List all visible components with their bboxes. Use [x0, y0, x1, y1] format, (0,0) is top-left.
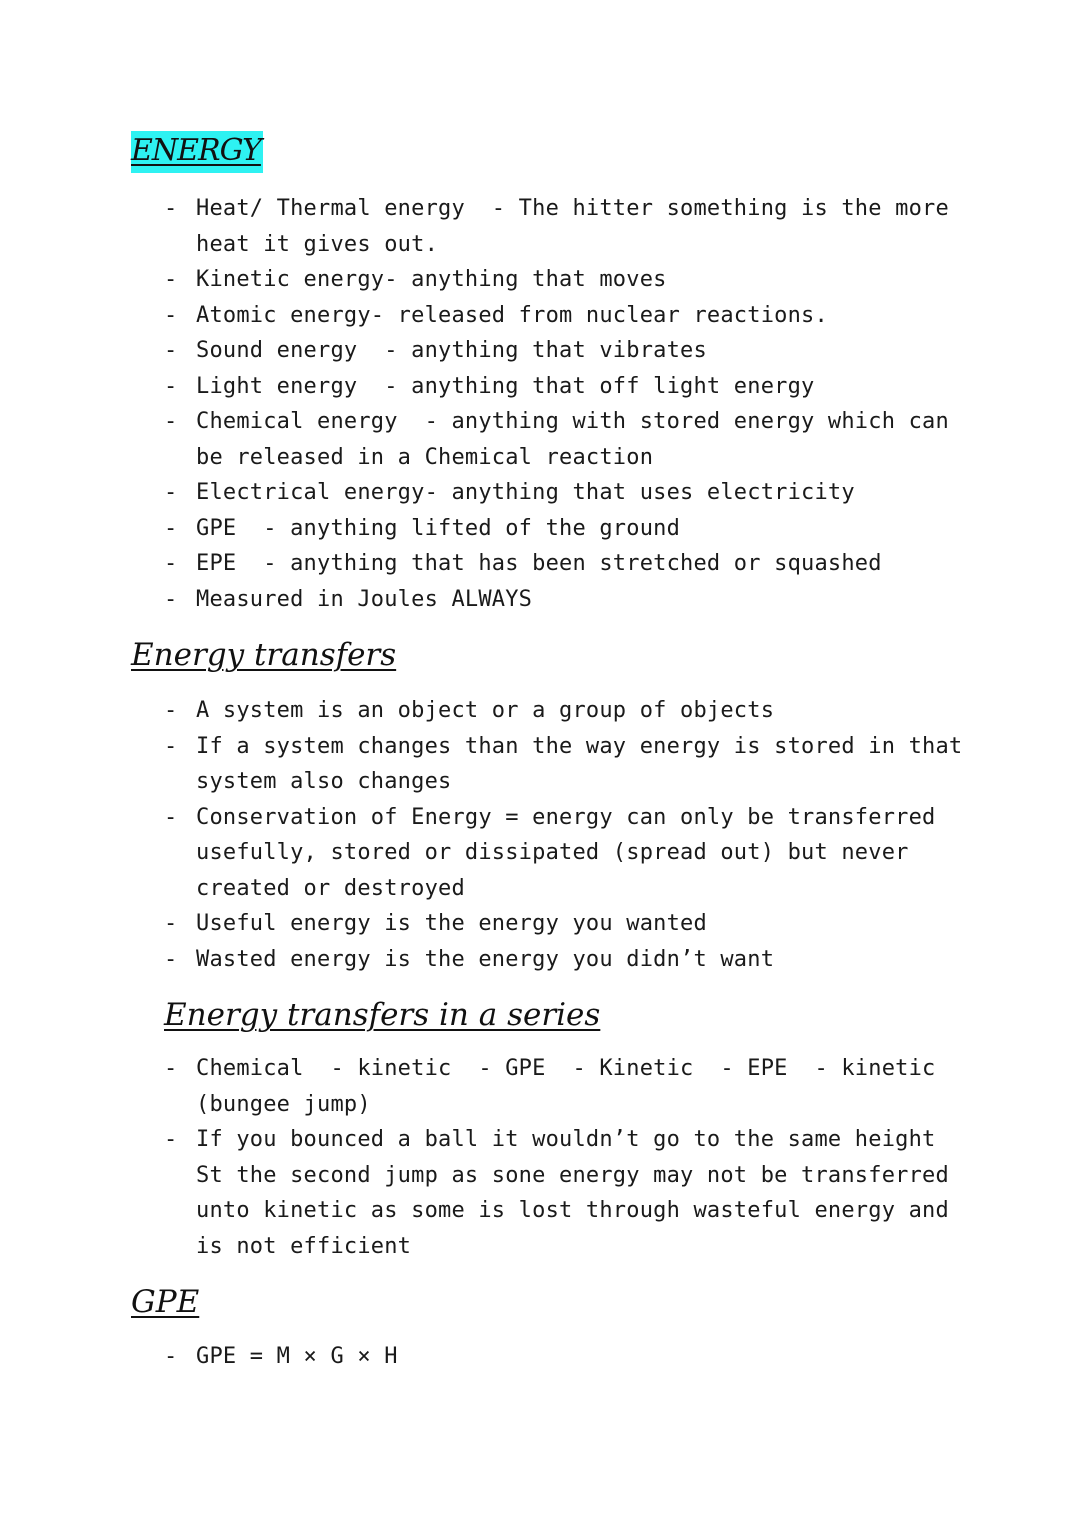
list-item: - Kinetic energy- anything that moves — [164, 267, 667, 292]
heading-energy: ENERGY — [131, 131, 263, 173]
heading-energy-transfers-series: Energy transfers in a series — [164, 997, 601, 1033]
energy-transfers-list — [164, 693, 976, 977]
list-item: - Light energy - anything that off light energy — [164, 373, 815, 399]
list-item: - Chemical - kinetic - GPE - Kinetic - EPE - kinetic (bungee jump) — [164, 1056, 949, 1117]
list-item: - Useful energy is the energy you wanted — [164, 911, 707, 936]
energy-types-list — [164, 191, 964, 617]
list-item: - GPE = M × G × H — [164, 1344, 398, 1369]
list-item: - GPE - anything lifted of the ground — [164, 515, 681, 541]
list-item: - A system is an object or a group of objects — [164, 698, 775, 723]
list-item: - EPE - anything that has been stretched or squashed — [164, 551, 882, 576]
list-item: - Electrical energy- anything that uses electricity — [164, 480, 855, 505]
list-item: - Conservation of Energy = energy can only be transferred usefully, stored or dissipated (spread out) but never created or destroyed — [164, 804, 949, 901]
list-item: - Wasted energy is the energy you didn’t want — [164, 946, 775, 972]
list-item: - Measured in Joules ALWAYS — [164, 586, 533, 612]
gpe-list — [164, 1339, 964, 1375]
heading-gpe: GPE — [131, 1284, 200, 1320]
energy-series-list — [164, 1051, 964, 1264]
list-item: - If you bounced a ball it wouldn’t go to the same height St the second jump as sone energy may not be transferred unto kinetic as some is lost through wasteful energy and is not efficient — [164, 1127, 963, 1259]
list-item: - Atomic energy- released from nuclear reactions. — [164, 302, 828, 328]
list-item: - If a system changes than the way energy is stored in that system also changes — [164, 733, 976, 794]
list-item: - Heat/ Thermal energy - The hitter something is the more heat it gives out. — [164, 196, 963, 257]
list-item: - Sound energy - anything that vibrates — [164, 338, 707, 363]
heading-energy-transfers: Energy transfers — [131, 637, 397, 673]
list-item: - Chemical energy - anything with stored energy which can be released in a Chemical reaction — [164, 409, 963, 470]
